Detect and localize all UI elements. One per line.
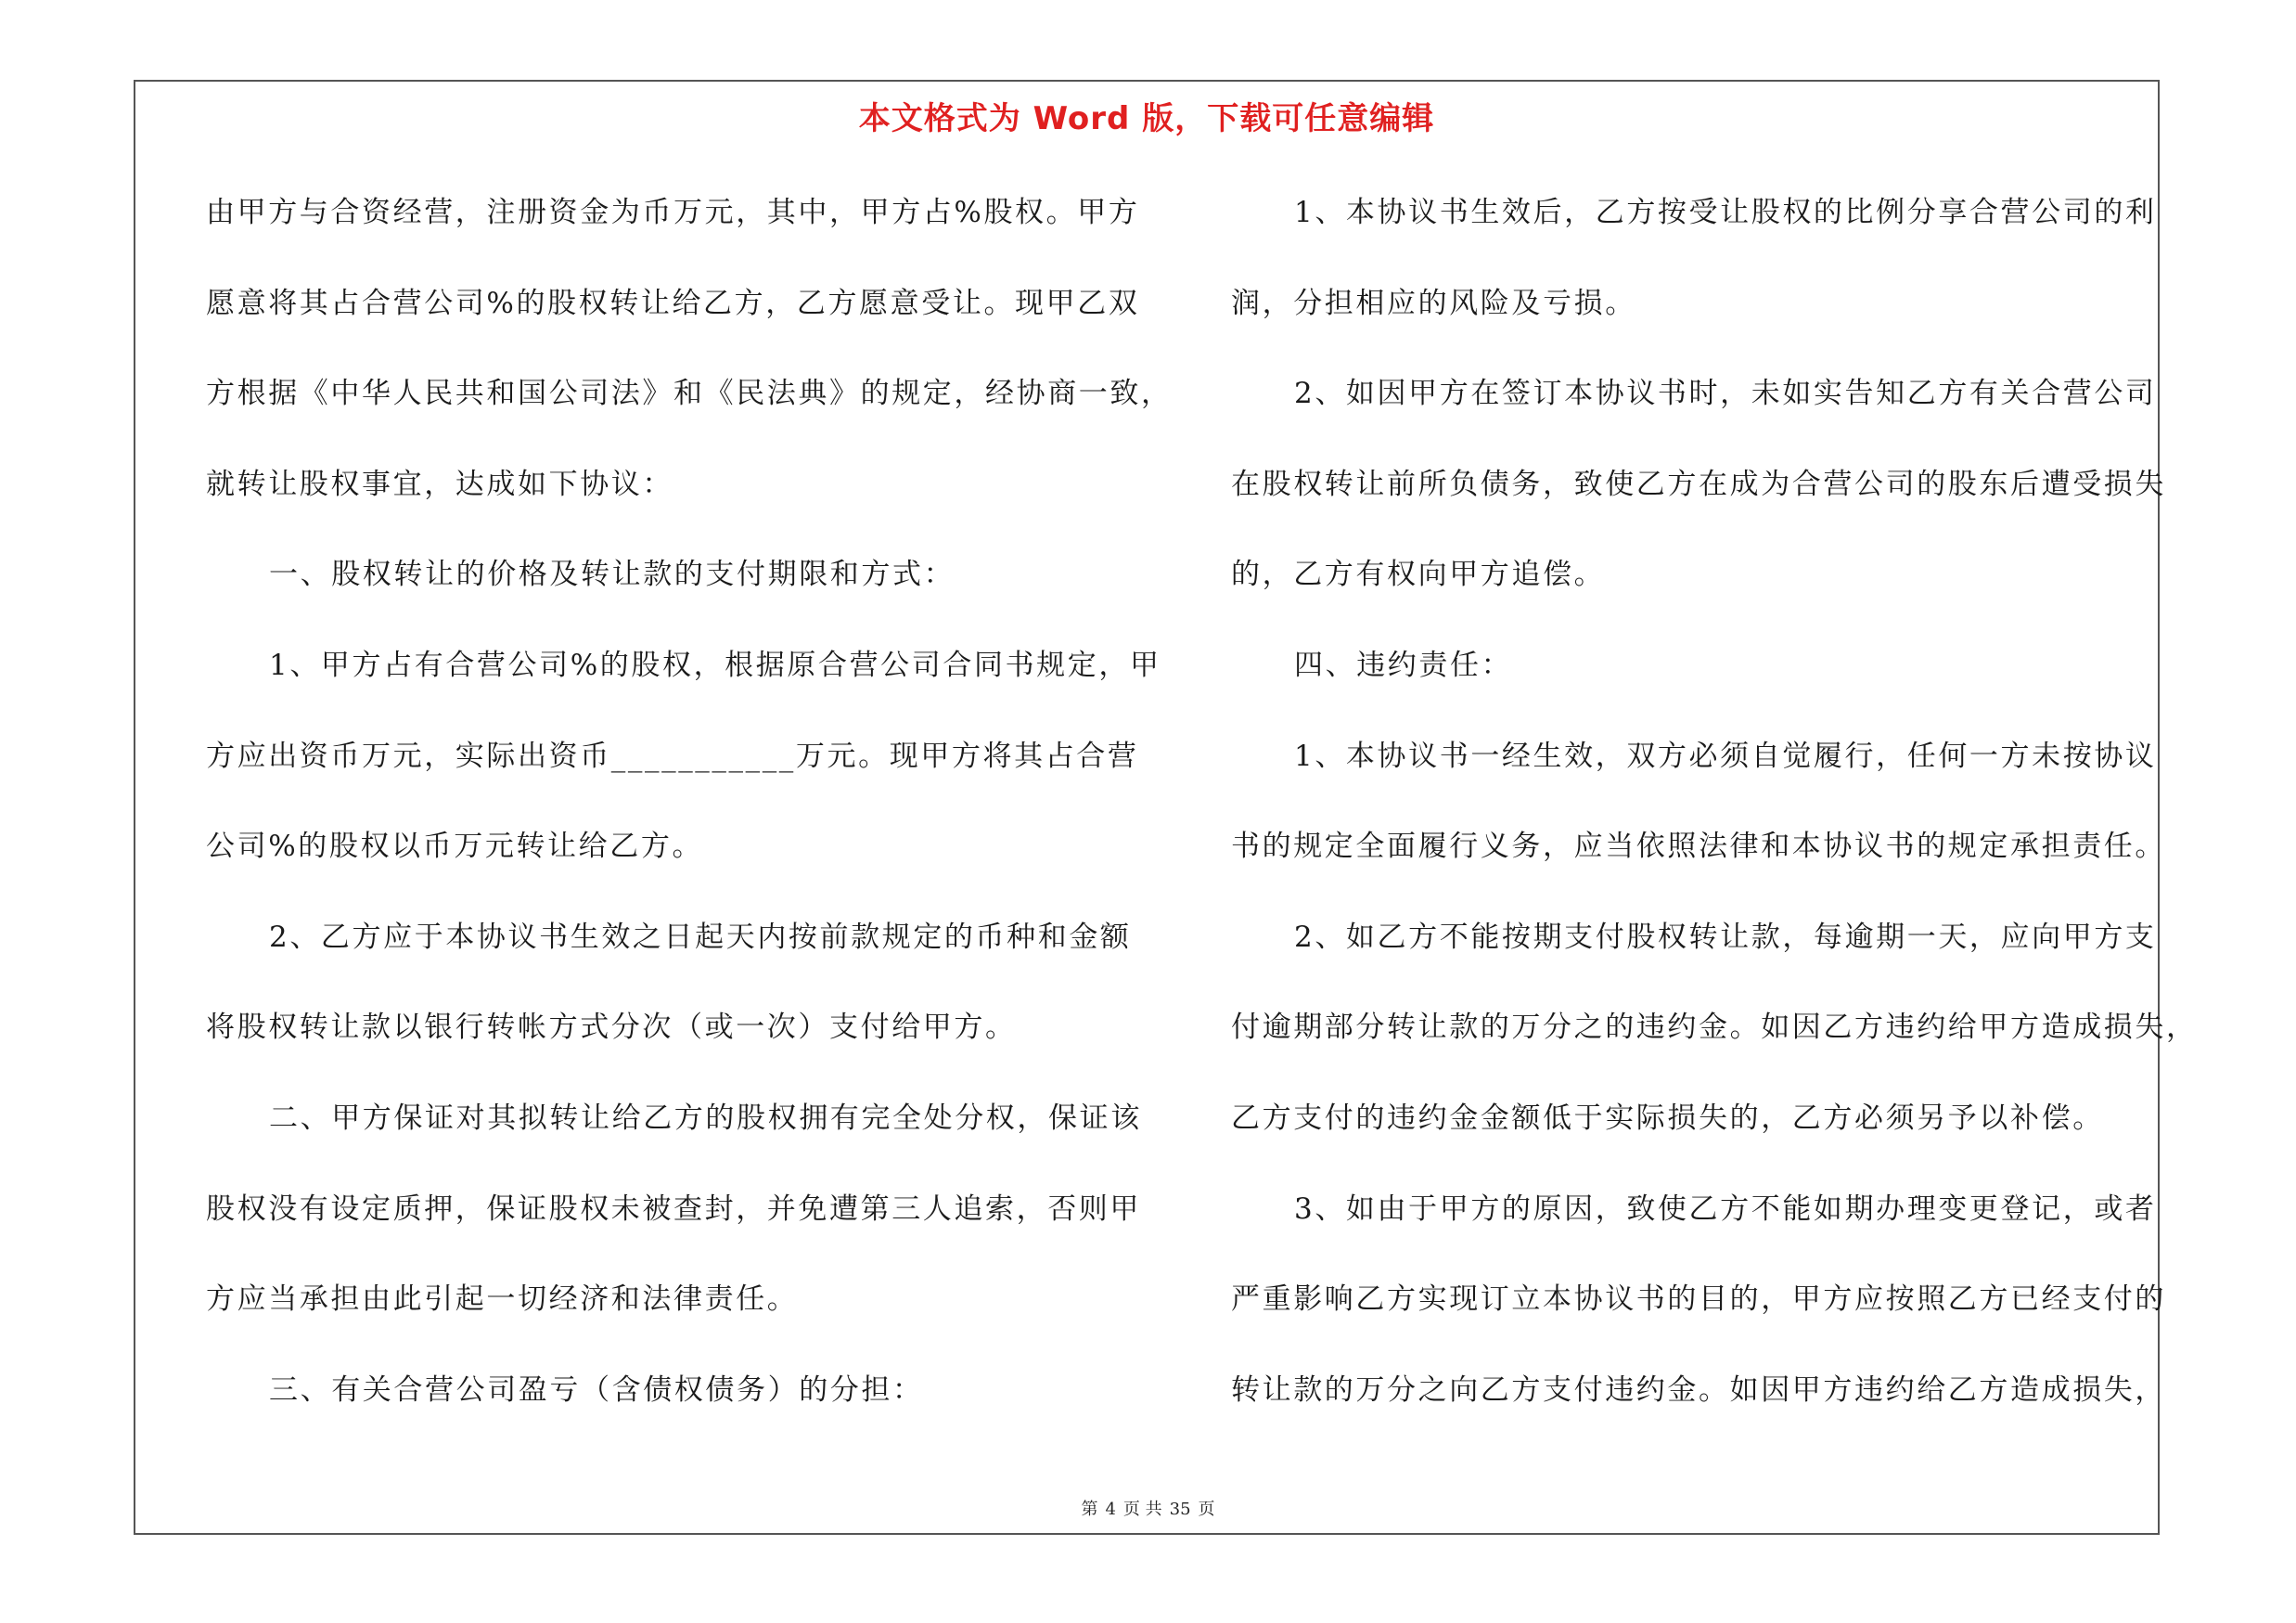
- text-line: 严重影响乙方实现订立本协议书的目的，甲方应按照乙方已经支付的: [1231, 1282, 2166, 1317]
- word-format-banner: 本文格式为 Word 版，下载可任意编辑: [858, 100, 1435, 137]
- text-line: 书的规定全面履行义务，应当依照法律和本协议书的规定承担责任。: [1231, 830, 2166, 864]
- text-line: 转让款的万分之向乙方支付违约金。如因甲方违约给乙方造成损失，: [1231, 1372, 2166, 1407]
- text-line: 2、如因甲方在签订本协议书时，未如实告知乙方有关合营公司: [1294, 377, 2157, 411]
- footer-suffix: 页: [1198, 1500, 1215, 1519]
- text-line: 润，分担相应的风险及亏损。: [1231, 286, 1636, 320]
- text-line: 2、如乙方不能按期支付股权转让款，每逾期一天，应向甲方支: [1294, 920, 2157, 954]
- text-line: 3、如由于甲方的原因，致使乙方不能如期办理变更登记，或者: [1294, 1191, 2157, 1226]
- footer-prefix: 第: [1081, 1500, 1098, 1519]
- text-line: 股权没有设定质押，保证股权未被查封，并免遭第三人追索，否则甲: [206, 1191, 1141, 1226]
- text-line: 公司%的股权以币万元转让给乙方。: [206, 830, 704, 864]
- text-line: 在股权转让前所负债务，致使乙方在成为合营公司的股东后遭受损失: [1231, 467, 2166, 501]
- text-line: 四、违约责任：: [1294, 649, 1513, 682]
- text-line: 方根据《中华人民共和国公司法》和《民法典》的规定，经协商一致，: [206, 377, 1173, 411]
- text-line: 付逾期部分转让款的万分之的违约金。如因乙方违约给甲方造成损失，: [1231, 1011, 2198, 1045]
- text-line: 1、甲方占有合营公司%的股权，根据原合营公司合同书规定，甲: [269, 649, 1161, 682]
- text-line: 1、本协议书一经生效，双方必须自觉履行，任何一方未按协议: [1294, 739, 2157, 773]
- page-number-footer: [0, 1496, 2296, 1520]
- text-line: 愿意将其占合营公司%的股权转让给乙方，乙方愿意受让。现甲乙双: [206, 286, 1140, 320]
- text-line: 将股权转让款以银行转帐方式分次（或一次）支付给甲方。: [206, 1011, 1017, 1045]
- text-line: 2、乙方应于本协议书生效之日起天内按前款规定的币种和金额: [269, 920, 1132, 954]
- text-line: 一、股权转让的价格及转让款的支付期限和方式：: [269, 558, 956, 592]
- text-line: 1、本协议书生效后，乙方按受让股权的比例分享合营公司的利: [1294, 196, 2157, 229]
- text-line: 三、有关合营公司盈亏（含债权债务）的分担：: [269, 1372, 924, 1407]
- text-line: 乙方支付的违约金金额低于实际损失的，乙方必须另予以补偿。: [1231, 1101, 2104, 1135]
- text-line: 就转让股权事宜，达成如下协议：: [206, 467, 673, 501]
- text-line: 二、甲方保证对其拟转让给乙方的股权拥有完全处分权，保证该: [269, 1101, 1142, 1135]
- footer-middle: 页 共: [1122, 1500, 1162, 1519]
- text-line: 的，乙方有权向甲方追偿。: [1231, 558, 1606, 592]
- footer-current-page: 4: [1105, 1500, 1116, 1519]
- text-line: 方应出资币万元，实际出资币___________万元。现甲方将其占合营: [206, 739, 1139, 773]
- text-line: 方应当承担由此引起一切经济和法律责任。: [206, 1282, 799, 1317]
- text-line: 由甲方与合资经营，注册资金为币万元，其中，甲方占%股权。甲方: [206, 196, 1140, 229]
- footer-total-pages: 35: [1169, 1500, 1191, 1519]
